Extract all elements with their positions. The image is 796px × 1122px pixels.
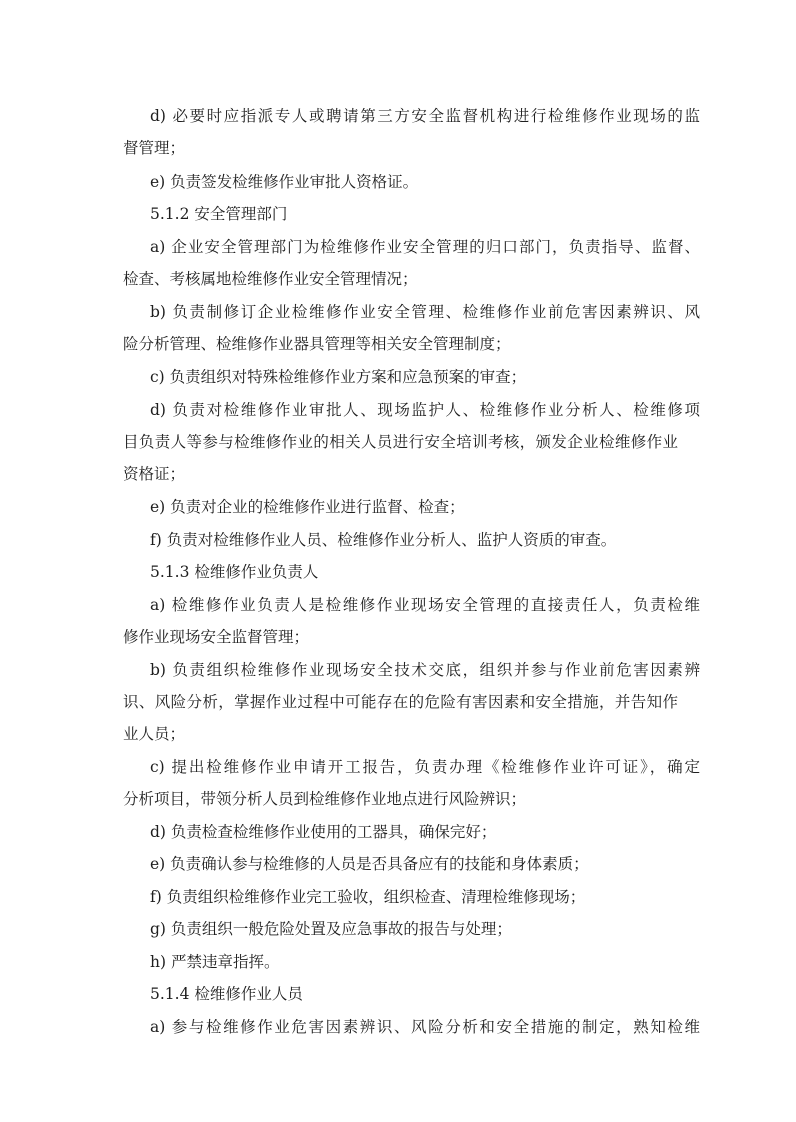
text-line-item-a: a) 企业安全管理部门为检维修作业安全管理的归口部门，负责指导、监督、: [150, 238, 700, 256]
text-line-continuation: 分析项目，带领分析人员到检维修作业地点进行风险辨识；: [123, 790, 527, 808]
text-line-item-a: a) 检维修作业负责人是检维修作业现场安全管理的直接责任人，负责检维: [150, 596, 700, 614]
text-line-item-h: h) 严禁违章指挥。: [150, 953, 280, 971]
text-line-item-e-certificate: e) 负责签发检维修作业审批人资格证。: [150, 173, 419, 191]
text-line-item-b: b) 负责组织检维修作业现场安全技术交底，组织并参与作业前危害因素辨: [150, 661, 700, 679]
text-line-continuation: 检查、考核属地检维修作业安全管理情况；: [123, 270, 418, 288]
text-line-item-c: c) 负责组织对特殊检维修作业方案和应急预案的审查；: [150, 368, 527, 386]
text-line-item-b: b) 负责制修订企业检维修作业安全管理、检维修作业前危害因素辨识、风: [150, 303, 700, 321]
text-line-item-e: e) 负责确认参与检维修的人员是否具备应有的技能和身体素质；: [150, 855, 589, 873]
text-line-item-d: d) 负责检查检维修作业使用的工器具，确保完好；: [150, 823, 497, 841]
text-line-item-d-supervision: d) 必要时应指派专人或聘请第三方安全监督机构进行检维修作业现场的监: [150, 107, 700, 125]
text-line-continuation: 识、风险分析，掌握作业过程中可能存在的危险有害因素和安全措施，并告知作: [123, 693, 678, 711]
text-line-continuation: 目负责人等参与检维修作业的相关人员进行安全培训考核，颁发企业检维修作业: [123, 433, 678, 451]
section-heading-5-1-3: 5.1.3 检维修作业负责人: [150, 563, 319, 581]
text-line-continuation: 业人员；: [123, 725, 186, 743]
text-line-continuation: 督管理；: [123, 139, 186, 157]
text-line-item-d: d) 负责对检维修作业审批人、现场监护人、检维修作业分析人、检维修项: [150, 401, 700, 419]
text-line-item-g: g) 负责组织一般危险处置及应急事故的报告与处理；: [150, 920, 512, 938]
section-heading-5-1-4: 5.1.4 检维修作业人员: [150, 985, 303, 1003]
text-line-item-f: f) 负责组织检维修作业完工验收，组织检查、清理检维修现场；: [150, 888, 586, 906]
text-line-item-a: a) 参与检维修作业危害因素辨识、风险分析和安全措施的制定，熟知检维: [150, 1018, 700, 1036]
text-line-continuation: 修作业现场安全监督管理；: [123, 628, 310, 646]
text-line-item-c: c) 提出检维修作业申请开工报告，负责办理《检维修作业许可证》，确定: [150, 758, 700, 776]
text-line-item-e: e) 负责对企业的检维修作业进行监督、检查；: [150, 498, 465, 516]
text-line-continuation: 资格证；: [123, 465, 186, 483]
text-line-item-f: f) 负责对检维修作业人员、检维修作业分析人、监护人资质的审查。: [150, 531, 617, 549]
text-line-continuation: 险分析管理、检维修作业器具管理等相关安全管理制度；: [123, 335, 511, 353]
section-heading-5-1-2: 5.1.2 安全管理部门: [150, 205, 288, 223]
